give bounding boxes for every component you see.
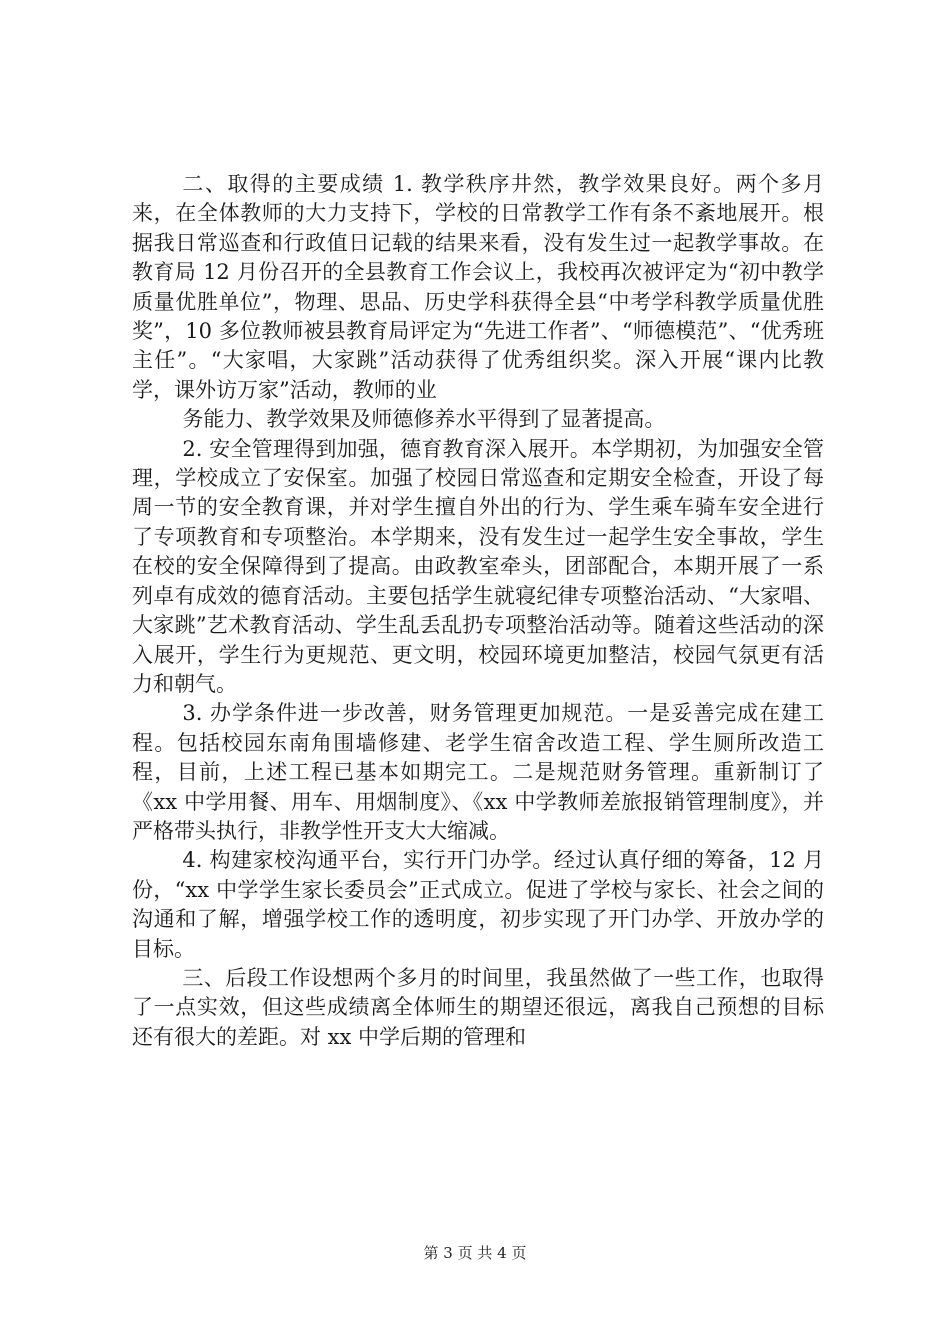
paragraph-safety: 2. 安全管理得到加强，德育教育深入展开。本学期初，为加强安全管理，学校成立了安保室。加强了校园日常巡查和定期安全检查，开设了每周一节的安全教育课，并对学生擅自外出的行为、学生乘车骑车安全进行了专项教育和专项整治。本学期来，没有发生过一起学生安全事故，学生在校的安全保障得到了提高。由政教室牵头，团部配合，本期开展了一系列卓有成效的德育活动。主要包括学生就寝纪律专项整治活动、“大家唱、大家跳”艺术教育活动、学生乱丢乱扔专项整治活动等。随着这些活动的深入展开，学生行为更规范、更文明，校园环境更加整洁，校园气氛更有活力和朝气。 xyxy=(132,436,824,696)
paragraph-home-school: 4. 构建家校沟通平台，实行开门办学。经过认真仔细的筹备，12 月份，“xx 中学学生家长委员会”正式成立。促进了学校与家长、社会之间的沟通和了解，增强学校工作的透明度，初步实现了开门办学、开放办学的目标。 xyxy=(132,848,824,961)
paragraph-future-plans: 三、后段工作设想两个多月的时间里，我虽然做了一些工作，也取得了一点实效，但这些成绩离全体师生的期望还很远，离我自己预想的目标还有很大的差距。对 xx 中学后期的管理和 xyxy=(132,965,824,1049)
page-footer: 第 3 页 共 4 页 xyxy=(423,1244,527,1262)
paragraph-conditions: 3. 办学条件进一步改善，财务管理更加规范。一是妥善完成在建工程。包括校园东南角围墙修建、老学生宿舍改造工程、学生厕所改造工程，目前，上述工程已基本如期完工。二是规范财务管理。重新制订了《xx 中学用餐、用车、用烟制度》、《xx 中学教师差旅报销管理制度》，并严格带头执行，非教学性开支大大缩减。 xyxy=(132,701,824,843)
paragraph-achievements: 二、取得的主要成绩 1. 教学秩序井然，教学效果良好。两个多月来，在全体教师的大力支持下，学校的日常教学工作有条不紊地展开。根据我日常巡查和行政值日记载的结果来看，没有发生过一起教学事故。在教育局 12 月份召开的全县教育工作会议上，我校再次被评定为“初中教学质量优胜单位”，物理、思品、历史学科获得全县“中考学科教学质量优胜奖”，10 多位教师被县教育局评定为“先进工作者”、“师德模范”、“优秀班主任”。“大家唱，大家跳”活动获得了优秀组织奖。深入开展“课内比教学，课外访万家”活动，教师的业 xyxy=(132,172,824,402)
paragraph-continuation: 务能力、教学效果及师德修养水平得到了显著提高。 xyxy=(182,407,666,432)
document-body xyxy=(132,170,824,1052)
